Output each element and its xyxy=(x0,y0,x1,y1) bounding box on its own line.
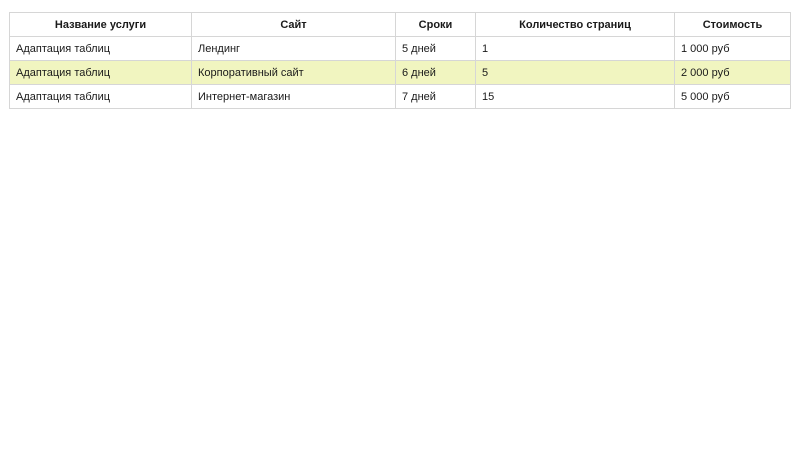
cell-site: Лендинг xyxy=(192,37,396,61)
header-cost: Стоимость xyxy=(675,13,791,37)
cell-site: Интернет-магазин xyxy=(192,85,396,109)
cell-page-count: 15 xyxy=(476,85,675,109)
cell-page-count: 1 xyxy=(476,37,675,61)
cell-service-name: Адаптация таблиц xyxy=(10,61,192,85)
cell-terms: 5 дней xyxy=(396,37,476,61)
header-site: Сайт xyxy=(192,13,396,37)
header-row xyxy=(10,13,791,37)
cell-cost: 2 000 руб xyxy=(675,61,791,85)
cell-cost: 5 000 руб xyxy=(675,85,791,109)
cell-cost: 1 000 руб xyxy=(675,37,791,61)
header-terms: Сроки xyxy=(396,13,476,37)
table-header xyxy=(10,13,791,37)
table-row-highlighted xyxy=(10,61,791,85)
cell-terms: 6 дней xyxy=(396,61,476,85)
table-row xyxy=(10,85,791,109)
table-body xyxy=(10,37,791,109)
cell-service-name: Адаптация таблиц xyxy=(10,37,192,61)
table-row xyxy=(10,37,791,61)
cell-page-count: 5 xyxy=(476,61,675,85)
cell-site: Корпоративный сайт xyxy=(192,61,396,85)
cell-service-name: Адаптация таблиц xyxy=(10,85,192,109)
header-service-name: Название услуги xyxy=(10,13,192,37)
services-table-container xyxy=(9,12,790,109)
services-table xyxy=(9,12,791,109)
cell-terms: 7 дней xyxy=(396,85,476,109)
header-page-count: Количество страниц xyxy=(476,13,675,37)
